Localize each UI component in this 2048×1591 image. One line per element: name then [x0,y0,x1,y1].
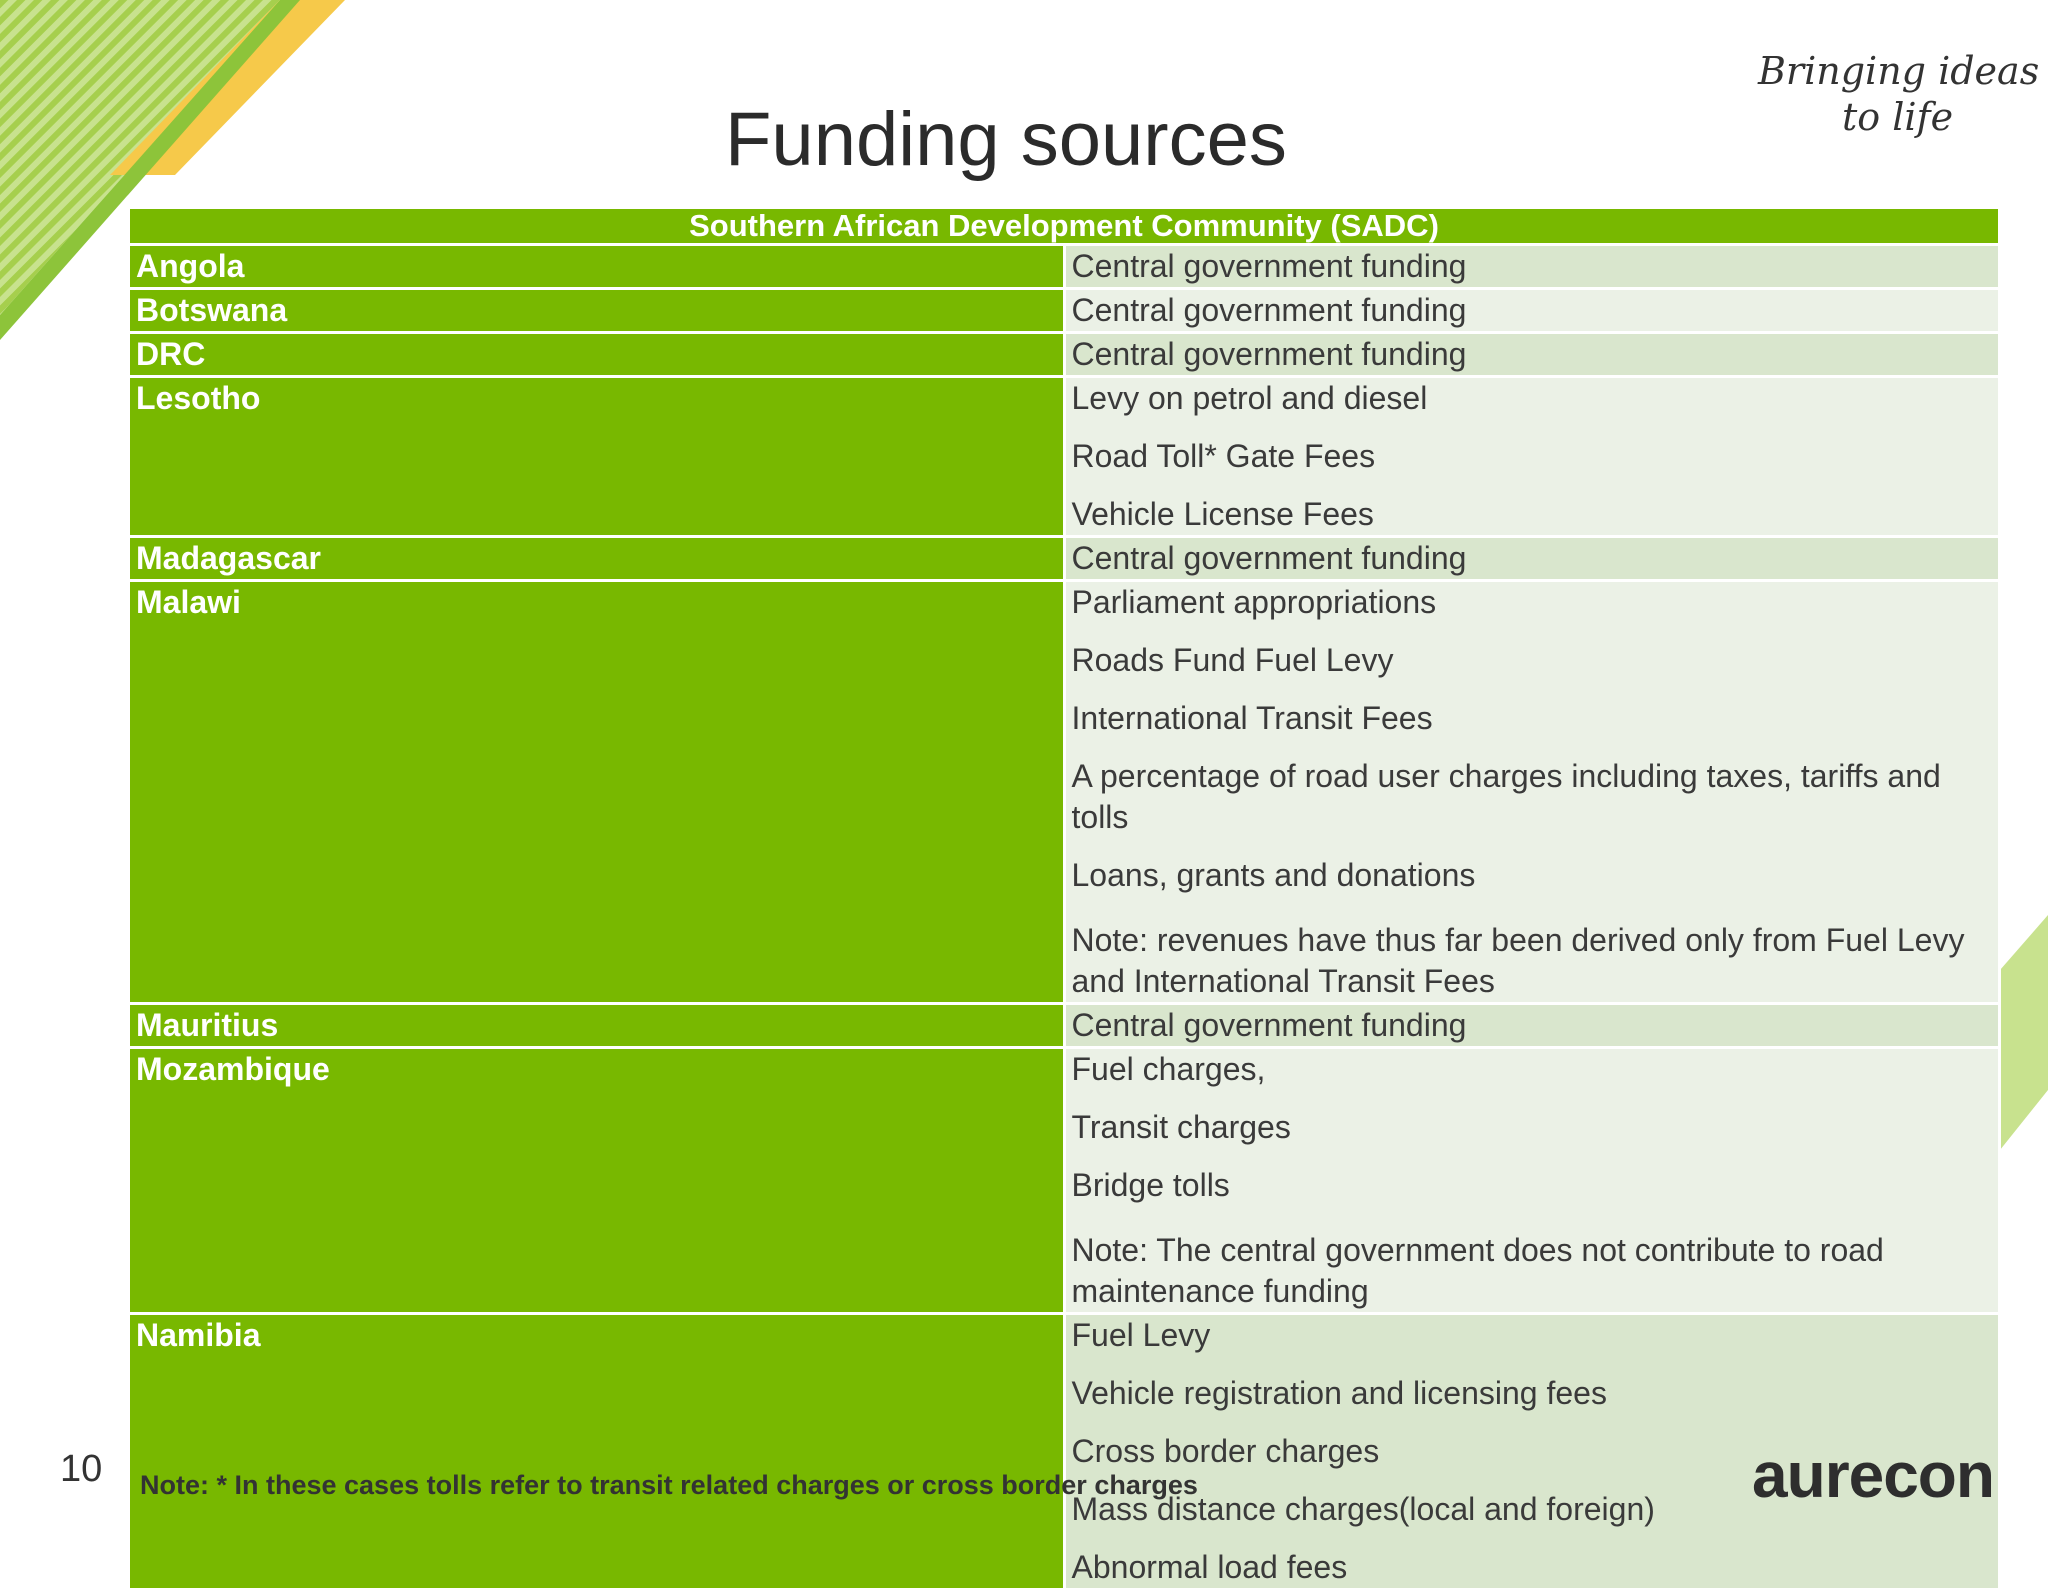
table-row [129,377,2000,537]
funding-table [127,206,2001,1591]
table-row [129,537,2000,581]
funding-source-item: Vehicle License Fees [1071,496,1374,532]
country-cell: Mozambique [129,1048,1065,1314]
funding-source-item: International Transit Fees [1071,700,1433,736]
table-header: Southern African Development Community (SADC) [129,208,2000,245]
country-cell: Mauritius [129,1004,1065,1048]
funding-source-item: Cross border charges [1071,1433,1380,1469]
funding-source-item: Vehicle registration and licensing fees [1071,1375,1607,1411]
country-cell: Angola [129,245,1065,289]
funding-cell [1064,1048,2000,1314]
funding-source-item: A percentage of road user charges including taxes, tariffs and tolls [1071,758,1941,835]
funding-cell [1064,245,2000,289]
funding-cell [1064,537,2000,581]
funding-source-item: Central government funding [1071,1007,1467,1043]
table-row [129,1048,2000,1314]
funding-source-item: Loans, grants and donations [1071,857,1476,893]
tagline-line-1: Bringing ideas [1758,49,2040,93]
funding-source-item: Levy on petrol and diesel [1071,380,1428,416]
funding-note: Note: revenues have thus far been derived only from Fuel Levy and International Transit Fees [1071,922,1965,999]
funding-source-item: Fuel charges, [1071,1051,1266,1087]
funding-source-item: Transit charges [1071,1109,1291,1145]
funding-source-item: Abnormal load fees [1071,1549,1348,1585]
table-row [129,333,2000,377]
aurecon-logo: aurecon [1752,1439,1994,1511]
table-row [129,245,2000,289]
table-row [129,1314,2000,1590]
country-cell: Malawi [129,581,1065,1004]
funding-note: Note: The central government does not contribute to road maintenance funding [1071,1232,1884,1309]
country-cell: DRC [129,333,1065,377]
funding-source-item: Bridge tolls [1071,1167,1230,1203]
funding-cell [1064,377,2000,537]
funding-source-item: Roads Fund Fuel Levy [1071,642,1394,678]
funding-cell [1064,333,2000,377]
tagline-line-2: to life [1842,95,1954,139]
funding-cell [1064,289,2000,333]
table-row [129,1004,2000,1048]
funding-cell [1064,581,2000,1004]
page-number: 10 [60,1448,103,1490]
funding-source-item: Road Toll* Gate Fees [1071,438,1376,474]
country-cell: Botswana [129,289,1065,333]
table-row [129,581,2000,1004]
funding-source-item: Central government funding [1071,292,1467,328]
funding-source-item: Fuel Levy [1071,1317,1211,1353]
country-cell: Madagascar [129,537,1065,581]
funding-source-item: Parliament appropriations [1071,584,1437,620]
tagline-logo [1752,44,2040,154]
funding-source-item: Central government funding [1071,336,1467,372]
table-row [129,289,2000,333]
funding-cell [1064,1004,2000,1048]
funding-source-item: Central government funding [1071,248,1467,284]
funding-source-item: Mass distance charges(local and foreign) [1071,1491,1655,1527]
funding-source-item: Central government funding [1071,540,1467,576]
footnote: Note: * In these cases tolls refer to transit related charges or cross border charges [140,1470,1198,1500]
page-title: Funding sources [725,97,1287,182]
country-cell: Namibia [129,1314,1065,1590]
country-cell: Lesotho [129,377,1065,537]
